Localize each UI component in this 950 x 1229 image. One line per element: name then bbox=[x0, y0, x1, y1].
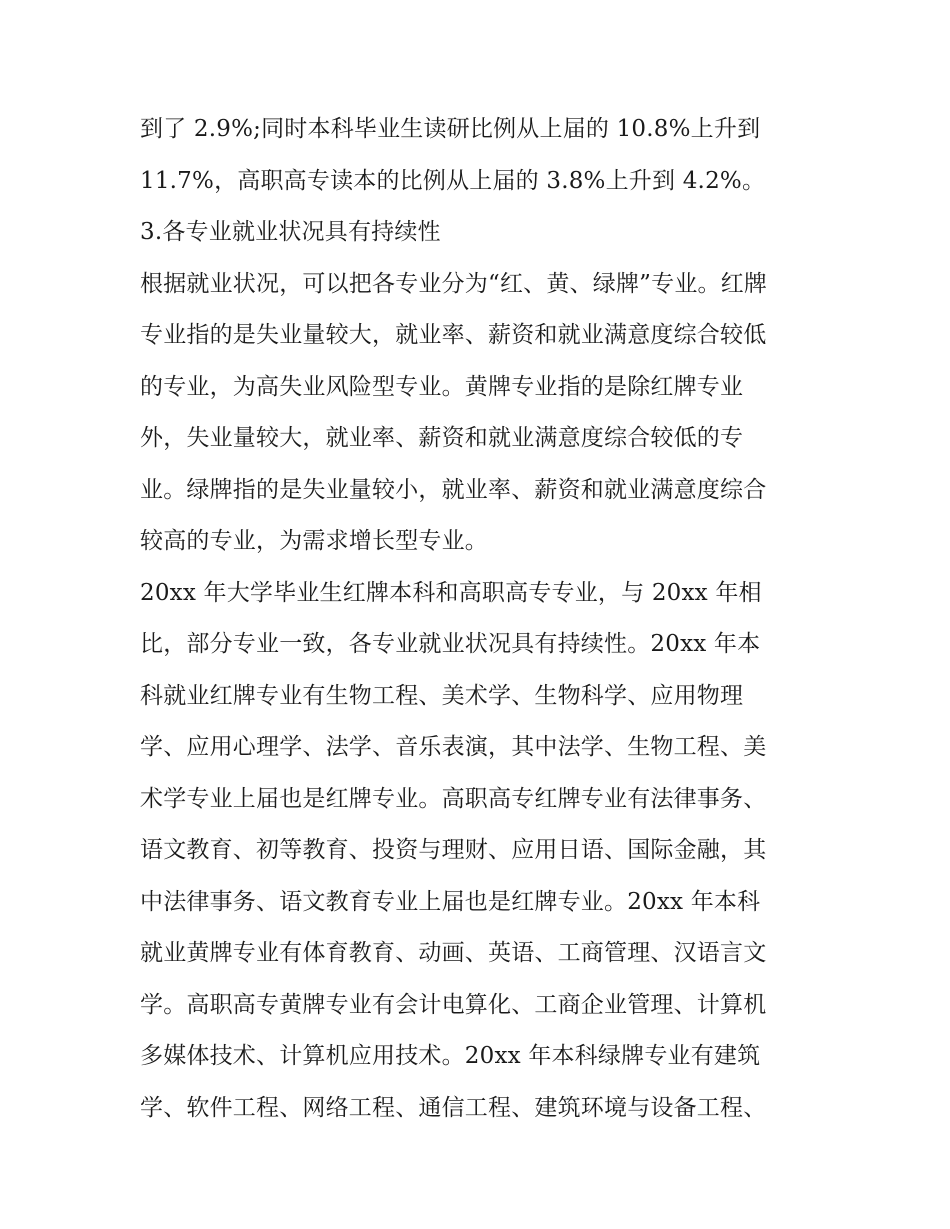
text-line: 比，部分专业一致，各专业就业状况具有持续性。20xx 年本 bbox=[140, 631, 761, 657]
text-line: 较高的专业，为需求增长型专业。 bbox=[140, 528, 488, 554]
text-line: 根据就业状况，可以把各专业分为“红、黄、绿牌”专业。红牌 bbox=[140, 270, 768, 297]
text-line: 中法律事务、语文教育专业上届也是红牌专业。20xx 年本科 bbox=[140, 888, 761, 915]
text-line: 外，失业量较大，就业率、薪资和就业满意度综合较低的专 bbox=[140, 425, 744, 451]
section-heading: 3.各专业就业状况具有持续性 bbox=[140, 219, 441, 245]
text-line: 20xx 年大学毕业生红牌本科和高职高专专业，与 20xx 年相 bbox=[140, 579, 762, 606]
text-line: 就业黄牌专业有体育教育、动画、英语、工商管理、汉语言文 bbox=[140, 940, 767, 966]
text-line: 学、软件工程、网络工程、通信工程、建筑环境与设备工程、 bbox=[140, 1094, 767, 1121]
text-line: 语文教育、初等教育、投资与理财、应用日语、国际金融，其 bbox=[140, 837, 767, 863]
text-line: 术学专业上届也是红牌专业。高职高专红牌专业有法律事务、 bbox=[140, 785, 767, 812]
text-line: 学、应用心理学、法学、音乐表演，其中法学、生物工程、美 bbox=[140, 734, 767, 760]
document-body bbox=[140, 104, 820, 1134]
text-line: 到了 2.9%;同时本科毕业生读研比例从上届的 10.8%上升到 bbox=[140, 116, 761, 142]
text-line: 学。高职高专黄牌专业有会计电算化、工商企业管理、计算机 bbox=[140, 991, 767, 1018]
text-line: 多媒体技术、计算机应用技术。20xx 年本科绿牌专业有建筑 bbox=[140, 1043, 761, 1069]
text-line: 11.7%，高职高专读本的比例从上届的 3.8%上升到 4.2%。 bbox=[140, 167, 766, 194]
text-line: 专业指的是失业量较大，就业率、薪资和就业满意度综合较低 bbox=[140, 322, 767, 348]
text-line: 业。绿牌指的是失业量较小，就业率、薪资和就业满意度综合 bbox=[140, 476, 767, 503]
text-line: 的专业，为高失业风险型专业。黄牌专业指的是除红牌专业 bbox=[140, 373, 744, 400]
text-line: 科就业红牌专业有生物工程、美术学、生物科学、应用物理 bbox=[140, 682, 744, 709]
